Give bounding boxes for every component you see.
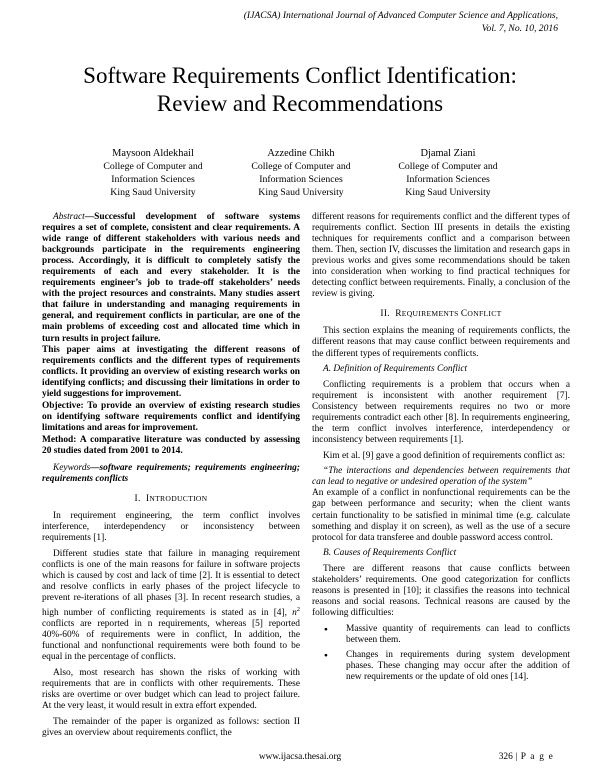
intro-paragraph: In requirement engineering, the term conflict involves interference, interdependency or inconsistency between requirements [1]. bbox=[42, 510, 300, 544]
body-paragraph: An example of a conflict in nonfunctional requirements can be the gap between performance and security; when the client wants certain functionality to be satisfied in minimal time (e.g. calculate something and display it on screen), as well as the use of a secure protocol for data transferee and double password access control. bbox=[312, 488, 570, 543]
keywords: Keywords—software requirements; requirements engineering; requirements conflicts bbox=[42, 462, 300, 484]
left-column bbox=[42, 212, 300, 743]
author-affiliation: King Saud University bbox=[258, 187, 344, 198]
body-paragraph: This section explains the meaning of requirements conflicts, the different reasons that may cause conflict between requirements and the different types of requirements conflicts. bbox=[312, 326, 570, 359]
body-paragraph: different reasons for requirements conflict and the different types of requirements conflict. Section III presents in details the existing techniques for requirements conflict and a comparison between them. Then, section IV, discusses the limitation and research gaps in previous works and gives some recommendations should be taken into consideration when working to find practical techniques for detecting conflict between requirements. Finally, a conclusion of the review is giving. bbox=[312, 212, 570, 300]
abstract-method: Method: A comparative literature was conducted by assessing 20 studies dated from 2001 to 2014. bbox=[42, 434, 300, 456]
author-name: Maysoon Aldekhail bbox=[112, 148, 194, 159]
page-number: 326 | P a g e bbox=[498, 752, 554, 762]
section-heading-requirements-conflict: II. REQUIREMENTS CONFLICT bbox=[380, 309, 502, 320]
author-affiliation: Information Sciences bbox=[406, 174, 490, 185]
author-affiliation: King Saud University bbox=[405, 187, 491, 198]
author-affiliation: King Saud University bbox=[110, 187, 196, 198]
body-paragraph: Kim et al. [9] gave a good definition of requirements conflict as: bbox=[323, 450, 566, 461]
journal-header bbox=[138, 10, 558, 35]
author-block bbox=[373, 147, 523, 199]
author-affiliation: College of Computer and bbox=[103, 161, 203, 172]
intro-paragraph: Different studies state that failure in managing requirement conflicts is one of the main reasons for failure in software projects which is caused by cost and lack of time [2]. It is essential to detect and resolve conflicts in early phases of the project lifecycle to prevent re-iterations of all phases [3]. In recent research studies, a high number of conflicting requirements is stated as in [4], $n^2$ conflicts are reported in n requirements, whereas [5] reported 40%-60% of requirements were in conflict, In addition, the functional and nonfunctional requirements were both found to be equal in the percentage of conflicts. bbox=[42, 548, 300, 663]
journal-name: (IJACSA) International Journal of Advanced Computer Science and Applications, bbox=[243, 10, 558, 21]
abstract-paragraph: Abstract—Successful development of software systems requires a set of complete, consistent and clear requirements. A wide range of different stakeholders with various needs and backgrounds participate in the requirements engineering process. Accordingly, it is difficult to completely satisfy the requirements of each and every stakeholder. It is the requirements engineer’s job to trade-off stakeholders’ needs with the project resources and constraints. Many studies assert that failure in understanding and managing requirements in general, and requirement conflicts in particular, are one of the main problems of exceeding cost and allocated time which in turn results in project failure. bbox=[42, 212, 300, 344]
list-item: ● Massive quantity of requirements can lead to conflicts between them. bbox=[346, 624, 570, 646]
intro-paragraph: Also, most research has shown the risks of working with requirements that are in conflicts with other requirements. These risks are overtime or over budget which can lead to project failure. At the very least, it would result in extra effort expended. bbox=[42, 667, 300, 712]
bullet-list bbox=[312, 624, 570, 684]
author-block bbox=[226, 147, 376, 199]
keywords-label: Keywords bbox=[53, 462, 91, 473]
title-line-2: Review and Recommendations bbox=[156, 91, 444, 116]
paper-title bbox=[40, 62, 560, 118]
right-column bbox=[312, 212, 570, 688]
author-block bbox=[78, 147, 228, 199]
intro-paragraph: The remainder of the paper is organized as follows: section II gives an overview about requirements conflict, the bbox=[42, 716, 300, 738]
list-item: ● Changes in requirements during system development phases. These changing may occur after the addition of new requirements or the update of old ones [14]. bbox=[346, 650, 570, 683]
author-name: Azzedine Chikh bbox=[267, 148, 335, 159]
section-heading-introduction: I. INTRODUCTION bbox=[134, 493, 208, 504]
title-line-1: Software Requirements Conflict Identification: bbox=[83, 63, 517, 88]
author-affiliation: College of Computer and bbox=[251, 161, 351, 172]
abstract-aim: This paper aims at investigating the different reasons of requirements conflicts and the different types of requirements conflicts. It providing an overview of existing research works on identifying conflicts; and discussing their limitations in order to yield suggestions for improvement. bbox=[42, 345, 300, 400]
abstract-label: Abstract bbox=[53, 212, 85, 222]
definition-quote: “The interactions and dependencies between requirements that can lead to negative or undesired operation of the system” bbox=[312, 466, 570, 488]
author-affiliation: College of Computer and bbox=[398, 161, 498, 172]
footer-url: www.ijacsa.thesai.org bbox=[258, 752, 342, 762]
subsection-heading-causes: B. Causes of Requirements Conflict bbox=[323, 548, 457, 559]
body-paragraph: Conflicting requirements is a problem that occurs when a requirement is inconsistent with another requirement [7]. Consistency between requirements requires no two or more requirements contradict each other [8]. In requirements engineering, the term conflict involves interference, interdependency or inconsistency between requirements [1]. bbox=[312, 379, 570, 446]
author-affiliation: Information Sciences bbox=[259, 174, 343, 185]
author-name: Djamal Ziani bbox=[420, 148, 476, 159]
abstract-objective: Objective: To provide an overview of existing research studies on identifying software requirements conflict and identifying limitations and areas for improvement. bbox=[42, 400, 300, 434]
author-affiliation: Information Sciences bbox=[111, 174, 195, 185]
body-paragraph: There are different reasons that cause conflicts between stakeholders’ requirements. One good categorization for conflicts reasons is presented in [10]; it classifies the reasons into technical reasons and social reasons. Technical reasons are caused by the following difficulties: bbox=[312, 563, 570, 619]
journal-volume: Vol. 7, No. 10, 2016 bbox=[481, 22, 558, 34]
subsection-heading-definition: A. Definition of Requirements Conflict bbox=[323, 364, 468, 375]
